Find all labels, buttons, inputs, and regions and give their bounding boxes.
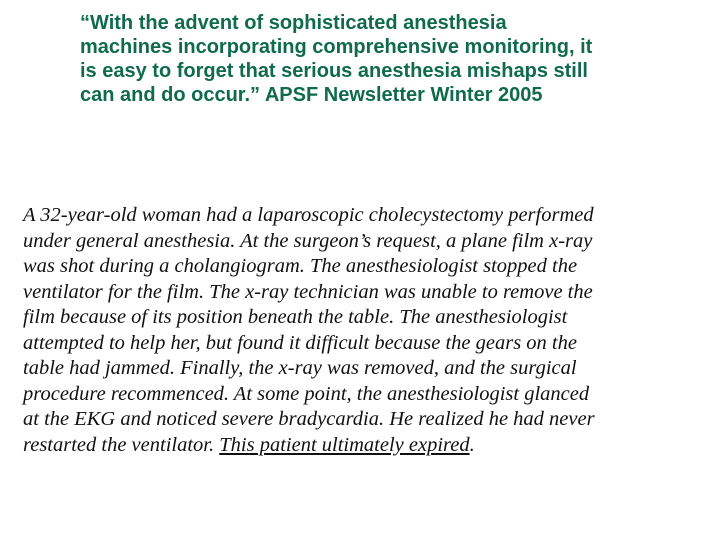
story-conclusion: This patient ultimately expired	[219, 433, 470, 456]
story-line: film because of its position beneath the table. The anesthesiologist	[23, 306, 568, 328]
story-line: under general anesthesia. At the surgeon’s request, a plane film x-ray	[23, 229, 593, 252]
story-line: procedure recommenced. At some point, the anesthesiologist glanced	[23, 382, 590, 405]
story-last-line-prefix: restarted the ventilator.	[23, 433, 220, 456]
case-story	[23, 203, 713, 458]
quote-line: can and do occur.” APSF Newsletter Winter 2005	[80, 84, 543, 106]
story-last-line	[23, 433, 713, 459]
story-line: attempted to help her, but found it difficult because the gears on the	[23, 331, 577, 354]
quote-line: “With the advent of sophisticated anesthesia	[80, 12, 507, 34]
story-line: table had jammed. Finally, the x-ray was removed, and the surgical	[23, 357, 577, 379]
story-line: at the EKG and noticed severe bradycardia. He realized he had never	[23, 408, 595, 430]
story-line: A 32-year-old woman had a laparoscopic cholecystectomy performed	[23, 204, 594, 226]
quote-block	[80, 11, 700, 107]
quote-line: is easy to forget that serious anesthesia mishaps still	[80, 60, 588, 82]
quote-line: machines incorporating comprehensive monitoring, it	[80, 36, 593, 58]
story-line: was shot during a cholangiogram. The anesthesiologist stopped the	[23, 255, 578, 277]
story-line: ventilator for the film. The x-ray technician was unable to remove the	[23, 280, 593, 303]
story-last-line-suffix: .	[469, 433, 475, 456]
